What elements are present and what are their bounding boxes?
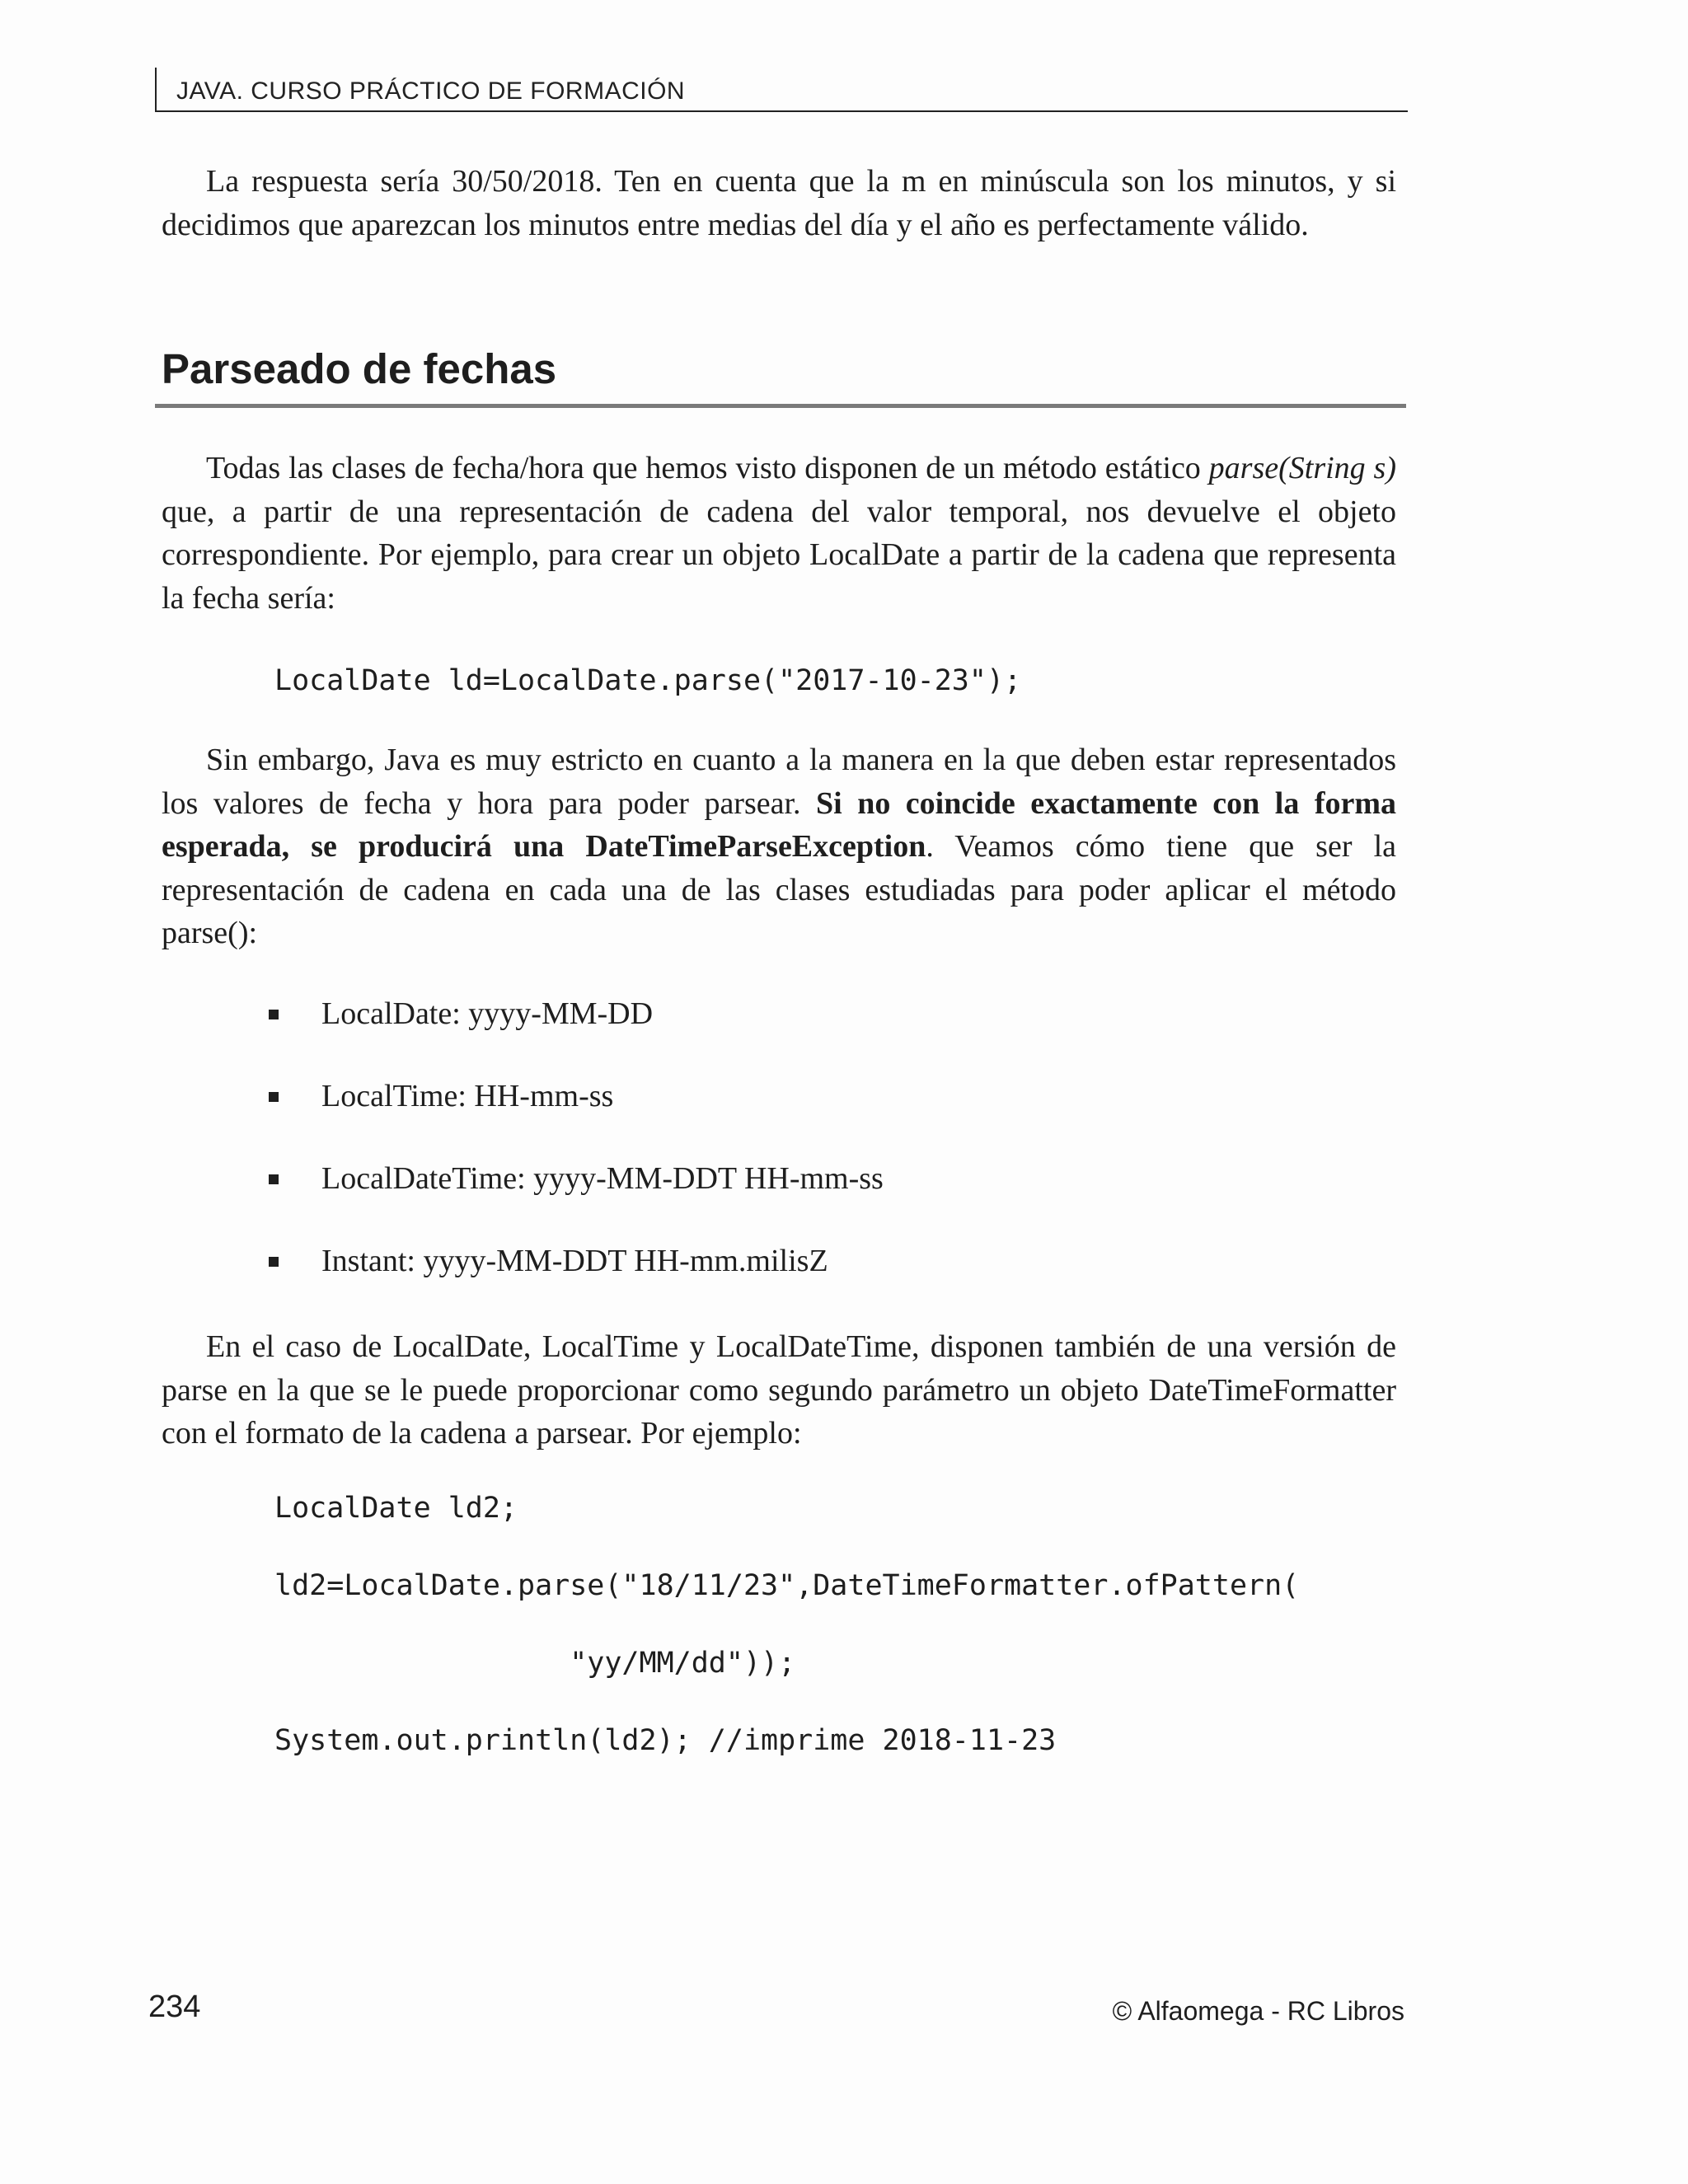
bullet-square-icon [269,1010,279,1019]
paragraph-strict [162,738,1396,955]
paragraph-parse-part1: Todas las clases de fecha/hora que hemos visto disponen de un método estático [206,451,1209,485]
code-example-1: LocalDate ld=LocalDate.parse("2017-10-23"); [274,664,1022,697]
paragraph-formatter [162,1325,1396,1455]
paragraph-intro [162,160,1396,246]
paragraph-parse-part2: que, a partir de una representación de cadena del valor temporal, nos devuelve el objeto correspondiente. Por ejemplo, para crear un objeto LocalDate a partir de la cadena que representa la fecha sería: [162,494,1396,616]
page-number: 234 [148,1990,201,2024]
section-title: Parseado de fechas [162,345,557,392]
paragraph-strict-emphasis: Si no coincide exactamente con la forma esperada, se producirá una DateTimeParseException [162,785,1396,864]
book-page: JAVA. CURSO PRÁCTICO DE FORMACIÓN La respuesta sería 30/50/2018. Ten en cuenta que la m en minúscula son los minutos, y si decidimos que aparezcan los minutos entre medias del día y el año es perfectamente válido. Parseado de fechas Todas las clases de fecha/hora que hemos visto disponen de un método estático parse(String s) que, a partir de una representación de cadena del valor temporal, nos devuelve el objeto correspondiente. Por ejemplo, para crear un objeto LocalDate a partir de la cadena que representa la fecha sería: LocalDate ld=LocalDate.parse("2017-10-23"); Sin embargo, Java es muy estricto en cuanto a la manera en la que deben estar representados los valores de fecha y hora para poder parsear. Si no coincide exactamente con la forma esperada, se producirá una DateTimeParseException. Veamos cómo tiene que ser la representación de cadena en cada una de las clases estudiadas para poder aplicar el método parse(): LocalDate: yyyy-MM-DD LocalTime: HH-mm-ss LocalDateTime: yyyy-MM-DDT HH-mm-ss Instant: yyyy-MM-DDT HH-mm.milisZ En el caso de LocalDate, LocalTime y LocalDateTime, disponen también de una versión de parse en la que se le puede proporcionar como segundo parámetro un objeto DateTimeFormatter con el formato de la cadena a parsear. Por ejemplo: LocalDate ld2; ld2=LocalDate.parse("18/11/23",DateTimeFormatter.ofPattern( "yy/MM/dd")); System.out.println(ld2); //imprime 2018-11-23 234 © Alfaomega - RC Libros [0,0,1688,2184]
code-line: System.out.println(ld2); //imprime 2018-11-23 [274,1724,1057,1757]
section-divider [155,404,1406,408]
paragraph-strict-part2: . Veamos cómo tiene que ser la representación de cadena en cada una de las clases estudiadas para poder aplicar el método parse(): [162,829,1397,950]
bullet-square-icon [269,1174,279,1184]
bullet-square-icon [269,1092,279,1102]
paragraph-parse [162,447,1396,620]
paragraph-strict-part1: Sin embargo, Java es muy estricto en cuanto a la manera en la que deben estar representados los valores de fecha y hora para poder parsear. [162,743,1396,821]
running-header-title: JAVA. CURSO PRÁCTICO DE FORMACIÓN [176,77,686,105]
bullet-square-icon [269,1257,279,1267]
paragraph-parse-method: parse(String s) [1208,451,1396,485]
paragraph-formatter-text: En el caso de LocalDate, LocalTime y LocalDateTime, disponen también de una versión de parse en la que se le puede proporcionar como segundo parámetro un objeto DateTimeFormatter con el formato de la cadena a parsear. Por ejemplo: [162,1329,1396,1451]
code-line: ld2=LocalDate.parse("18/11/23",DateTimeFormatter.ofPattern( [274,1569,1300,1602]
paragraph-intro-text: La respuesta sería 30/50/2018. Ten en cuenta que la m en minúscula son los minutos, y si decidimos que aparezcan los minutos entre medias del día y el año es perfectamente válido. [162,164,1396,242]
code-line: LocalDate ld2; [274,1492,518,1525]
footer-copyright: © Alfaomega - RC Libros [1112,1996,1404,2026]
running-header [155,68,1408,112]
code-line: "yy/MM/dd")); [274,1647,796,1680]
